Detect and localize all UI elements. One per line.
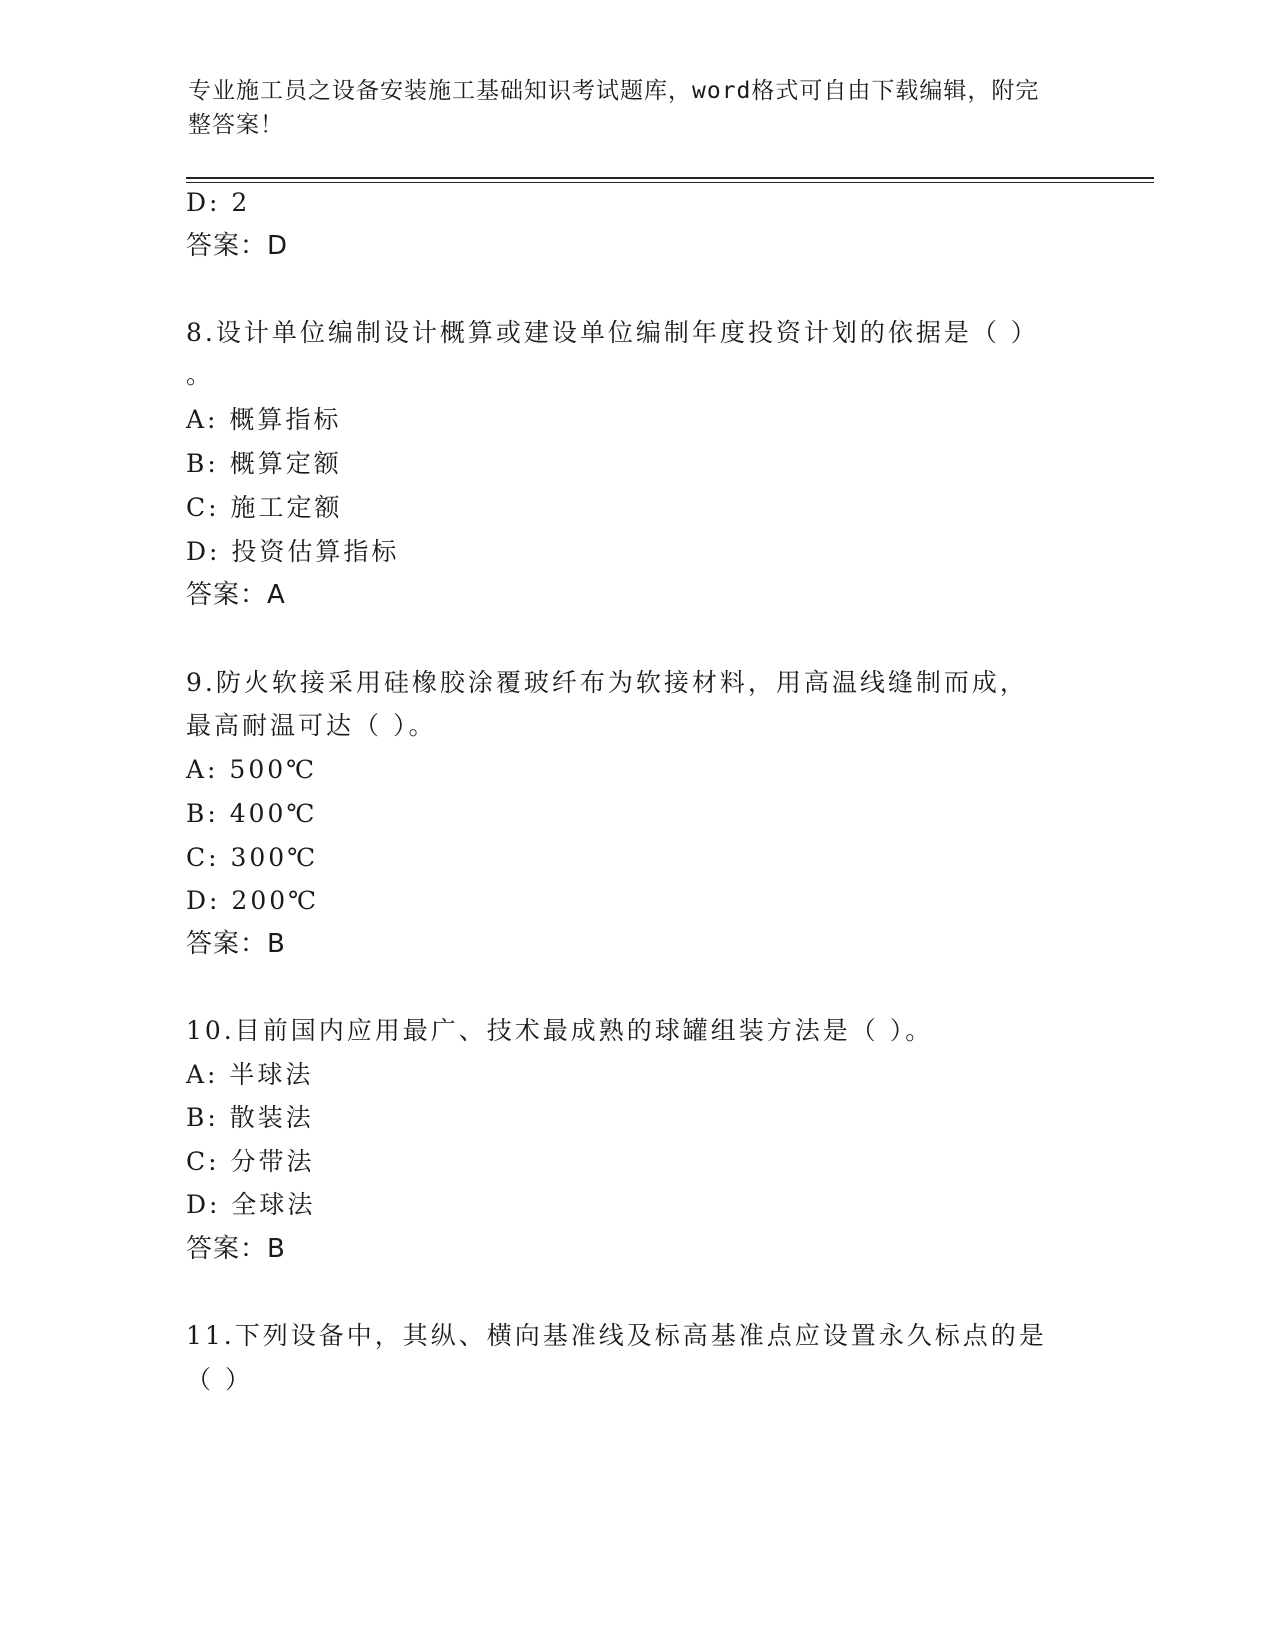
q9-stem-line-2: 最高耐温可达（ ）。 bbox=[186, 711, 437, 740]
q8-option-a: A: 概算指标 bbox=[186, 405, 342, 434]
header-line-1: 专业施工员之设备安装施工基础知识考试题库，word格式可自由下载编辑，附完 bbox=[188, 78, 1040, 104]
q9-option-a: A: 500℃ bbox=[186, 755, 318, 784]
q11-stem-line-2: （ ） bbox=[186, 1365, 253, 1394]
q10-option-b: B: 散装法 bbox=[186, 1103, 314, 1132]
q8-option-c: C: 施工定额 bbox=[186, 493, 343, 522]
q10-answer: 答案：B bbox=[186, 1234, 286, 1264]
header-line-2: 整答案！ bbox=[188, 112, 284, 138]
q8-answer: 答案：A bbox=[186, 580, 286, 610]
q9-option-b: B: 400℃ bbox=[186, 799, 318, 828]
q10-option-c: C: 分带法 bbox=[186, 1147, 315, 1176]
q8-option-d: D: 投资估算指标 bbox=[186, 537, 400, 566]
prev-option-d: D: 2 bbox=[186, 188, 251, 217]
document-header bbox=[188, 74, 1068, 142]
q8-stem-line-1: 8.设计单位编制设计概算或建设单位编制年度投资计划的依据是（ ） bbox=[186, 318, 1039, 347]
q9-option-d: D: 200℃ bbox=[186, 886, 320, 915]
q9-option-c: C: 300℃ bbox=[186, 843, 319, 872]
q10-option-a: A: 半球法 bbox=[186, 1060, 314, 1089]
q10-option-d: D: 全球法 bbox=[186, 1190, 316, 1219]
q9-stem-line-1: 9.防火软接采用硅橡胶涂覆玻纤布为软接材料，用高温线缝制而成， bbox=[186, 668, 1028, 697]
q10-stem-line-1: 10.目前国内应用最广、技术最成熟的球罐组装方法是（ ）。 bbox=[186, 1016, 934, 1045]
header-divider-thick bbox=[186, 177, 1154, 179]
q8-stem-line-2: 。 bbox=[186, 360, 215, 389]
q9-answer: 答案：B bbox=[186, 929, 286, 959]
q8-option-b: B: 概算定额 bbox=[186, 449, 342, 478]
q11-stem-line-1: 11.下列设备中，其纵、横向基准线及标高基准点应设置永久标点的是 bbox=[186, 1321, 1047, 1350]
header-divider-thin bbox=[186, 182, 1154, 183]
prev-answer: 答案：D bbox=[186, 231, 289, 261]
